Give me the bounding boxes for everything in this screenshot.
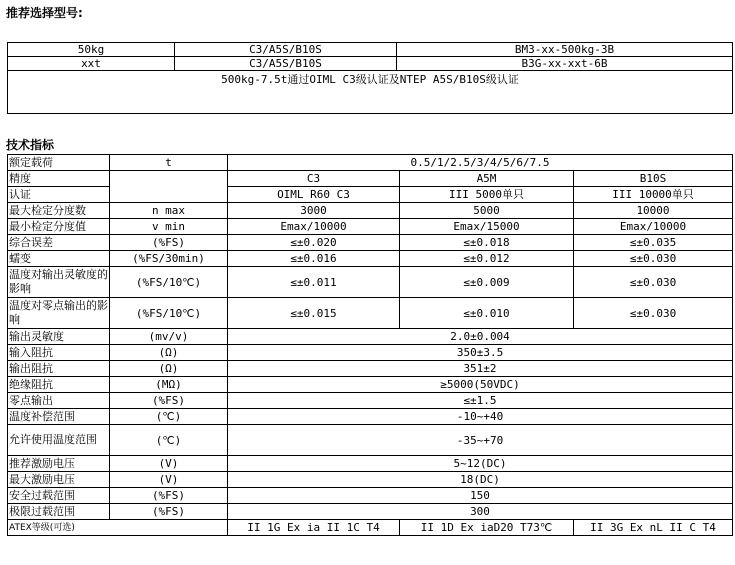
param-name: 输出灵敏度 [8,329,110,345]
param-value: 300 [228,504,733,520]
table-row [8,155,733,171]
param-unit: (mv/v) [110,329,228,345]
table-row [8,298,733,329]
value-c3: ≤±0.016 [228,251,400,267]
atex-value: II 1D Ex iaD20 T73℃ [400,520,574,536]
param-value: 0.5/1/2.5/3/4/5/6/7.5 [228,155,733,171]
param-name: 蠕变 [8,251,110,267]
param-unit: (Ω) [110,361,228,377]
param-unit: (Ω) [110,345,228,361]
param-name: 精度 [8,171,110,187]
table-row [8,393,733,409]
value-a5m: A5M [400,171,574,187]
param-name: 输入阻抗 [8,345,110,361]
param-name: 推荐激励电压 [8,456,110,472]
table-row [8,377,733,393]
param-name: 输出阻抗 [8,361,110,377]
class-cell: C3/A5S/B10S [175,57,397,71]
param-name: 温度补偿范围 [8,409,110,425]
param-name: 温度对输出灵敏度的影响 [8,267,110,298]
value-c3: 3000 [228,203,400,219]
table-row [8,267,733,298]
table-row [8,456,733,472]
value-b10s: ≤±0.030 [574,298,733,329]
param-value: -10~+40 [228,409,733,425]
param-unit: (℃) [110,425,228,456]
capacity-cell: 50kg [8,43,175,57]
table-row [8,71,733,114]
table-row [8,43,733,57]
value-a5m: 5000 [400,203,574,219]
model-cell: B3G-xx-xxt-6B [397,57,733,71]
value-b10s: B10S [574,171,733,187]
table-row [8,329,733,345]
param-name: 额定载荷 [8,155,110,171]
table-row [8,235,733,251]
param-unit: (%FS/10℃) [110,298,228,329]
table-row [8,345,733,361]
param-value: ≤±1.5 [228,393,733,409]
param-unit: (V) [110,472,228,488]
value-a5m: III 5000单只 [400,187,574,203]
param-value: -35~+70 [228,425,733,456]
value-c3: OIML R60 C3 [228,187,400,203]
table-row [8,425,733,456]
param-name: 绝缘阻抗 [8,377,110,393]
recommended-models-heading: 推荐选择型号: [6,6,83,20]
value-b10s: 10000 [574,203,733,219]
value-c3: ≤±0.020 [228,235,400,251]
value-c3: ≤±0.015 [228,298,400,329]
param-unit: (%FS) [110,393,228,409]
value-b10s: ≤±0.030 [574,251,733,267]
value-a5m: ≤±0.009 [400,267,574,298]
param-unit: (℃) [110,409,228,425]
atex-value: II 3G Ex nL II C T4 [574,520,733,536]
param-value: 5~12(DC) [228,456,733,472]
param-value: ≥5000(50VDC) [228,377,733,393]
value-a5m: ≤±0.018 [400,235,574,251]
value-b10s: III 10000单只 [574,187,733,203]
value-b10s: Emax/10000 [574,219,733,235]
param-unit: (%FS) [110,504,228,520]
param-name: 最大激励电压 [8,472,110,488]
param-name: 零点输出 [8,393,110,409]
param-name: ATEX等级(可选) [8,520,228,536]
param-name: 综合误差 [8,235,110,251]
param-name: 允许使用温度范围 [8,425,110,456]
param-name: 极限过载范围 [8,504,110,520]
certification-note: 500kg-7.5t通过OIML C3级认证及NTEP A5S/B10S级认证 [8,71,733,114]
param-name: 认证 [8,187,110,203]
param-name: 安全过载范围 [8,488,110,504]
param-value: 351±2 [228,361,733,377]
param-unit: (%FS) [110,235,228,251]
table-row [8,472,733,488]
param-name: 最大检定分度数 [8,203,110,219]
capacity-cell: xxt [8,57,175,71]
table-row [8,520,733,536]
table-row [8,504,733,520]
recommended-models-table [7,42,733,114]
table-row [8,219,733,235]
param-value: 150 [228,488,733,504]
tech-spec-heading: 技术指标 [6,138,55,152]
value-a5m: ≤±0.010 [400,298,574,329]
value-a5m: ≤±0.012 [400,251,574,267]
param-unit: t [110,155,228,171]
param-unit: (MΩ) [110,377,228,393]
value-a5m: Emax/15000 [400,219,574,235]
param-value: 18(DC) [228,472,733,488]
param-unit: (%FS/10℃) [110,267,228,298]
table-row [8,409,733,425]
value-b10s: ≤±0.035 [574,235,733,251]
param-unit: (V) [110,456,228,472]
atex-value: II 1G Ex ia II 1C T4 [228,520,400,536]
param-unit: n max [110,203,228,219]
param-unit: (%FS/30min) [110,251,228,267]
model-cell: BM3-xx-500kg-3B [397,43,733,57]
table-row [8,361,733,377]
tech-spec-table [7,154,733,536]
param-name: 最小检定分度值 [8,219,110,235]
table-row [8,488,733,504]
param-unit: (%FS) [110,488,228,504]
table-row [8,171,733,187]
param-value: 350±3.5 [228,345,733,361]
value-c3: ≤±0.011 [228,267,400,298]
table-row [8,203,733,219]
table-row [8,251,733,267]
param-unit-blank [110,171,228,203]
value-c3: Emax/10000 [228,219,400,235]
param-name: 温度对零点输出的影响 [8,298,110,329]
value-b10s: ≤±0.030 [574,267,733,298]
param-value: 2.0±0.004 [228,329,733,345]
table-row [8,57,733,71]
param-unit: v min [110,219,228,235]
class-cell: C3/A5S/B10S [175,43,397,57]
value-c3: C3 [228,171,400,187]
